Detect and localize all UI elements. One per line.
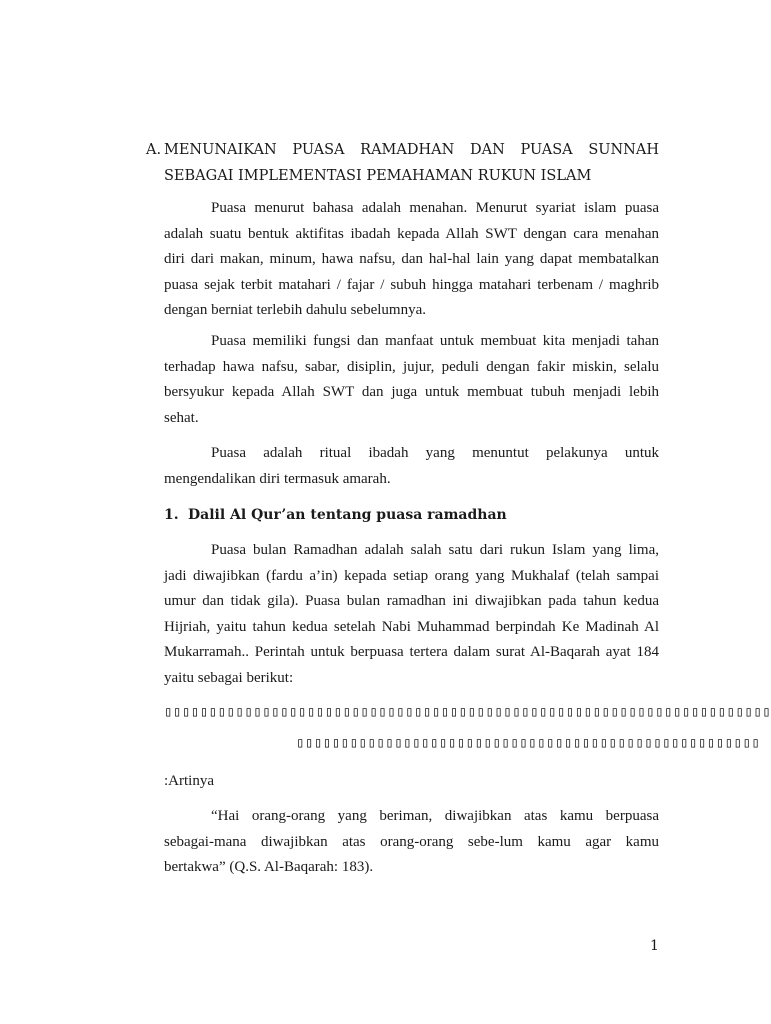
subsection-number: 1. [164,507,179,523]
heading-word: DAN [470,142,505,158]
artinya-label [164,769,659,795]
arabic-word: ▯▯▯▯▯▯▯▯▯▯ [626,735,716,751]
arabic-word: ▯▯▯▯▯▯▯▯▯▯▯ [164,704,263,720]
heading-word: PUASA [520,142,573,158]
text-line: :Artinya [164,773,214,789]
text-line: Puasa memiliki fungsi dan manfaat untuk membuat kita menjadi tahan [211,333,659,349]
text-line: Puasa menurut bahasa adalah menahan. Menurut syariat islam puasa [211,200,659,216]
arabic-word: ▯▯▯▯▯ [296,735,341,751]
subsection-title: Dalil Al Qur’an tentang puasa ramadhan [188,507,507,523]
text-line: mengendalikan diri termasuk amarah. [164,470,391,487]
arabic-word: ▯▯▯▯▯ [715,735,761,751]
paragraph-function [164,329,659,431]
arabic-word: ▯▯▯▯▯▯▯▯▯▯ [447,735,538,751]
text-line: yaitu sebagai berikut: [164,669,294,686]
text-line: “Hai orang-orang yang beriman, diwajibkan atas kamu berpuasa [211,808,659,824]
arabic-word: ▯▯▯▯▯▯▯▯▯▯▯ [574,704,673,720]
text-line: diri dari makan, minum, hawa nafsu, dan hal-hal lain yang dapat membatalkan [164,251,659,267]
text-line: puasa sejak terbit matahari / fajar / subuh hingga matahari terbenam / maghrib [164,276,659,293]
arabic-word: ▯▯▯▯▯▯▯▯▯▯ [537,735,627,751]
text-line: Mukarramah.. Perintah untuk berpuasa tertera dalam surat Al-Baqarah ayat 184 [164,644,659,660]
arabic-word: ▯▯▯▯▯▯ [431,704,486,720]
paragraph-dalil [164,538,659,691]
arabic-word: ▯▯▯▯▯▯▯▯▯ [340,735,422,751]
text-line: bersyukur kepada Allah SWT dan juga untuk membuat tubuh menjadi lebih [164,384,659,400]
text-line: Puasa bulan Ramadhan adalah salah satu dari rukun Islam yang lima, [211,542,659,558]
paragraph-definition [164,196,659,324]
arabic-word: ▯▯▯▯▯▯▯▯▯▯ [485,704,575,720]
text-line: bertakwa” (Q.S. Al-Baqarah: 183). [164,859,374,875]
subsection-heading [164,504,507,526]
arabic-verse-line-1 [164,701,771,723]
heading-word: RAMADHAN [360,142,455,158]
heading-word: SUNNAH [588,142,659,158]
section-marker: A. [146,142,162,158]
arabic-word: ▯▯▯▯▯▯▯▯▯ [262,704,343,720]
heading-word: MENUNAIKAN [164,142,277,158]
section-heading [146,137,659,189]
text-line: Puasa adalah ritual ibadah yang menuntut pelakunya untuk [211,445,659,461]
translation-quote [164,804,659,881]
text-line: sehat. [164,409,199,426]
text-line: Hijriah, yaitu tahun kedua setelah Nabi Muhammad berpindah Ke Madinah Al [164,618,659,635]
text-line: dengan berniat terlebih dahulu sebelumnya. [164,302,426,318]
page-number: 1 [650,938,659,954]
heading-line-2: SEBAGAI IMPLEMENTASI PEMAHAMAN RUKUN ISLAM [164,168,592,184]
text-line: jadi diwajibkan (fardu a’in) kepada setiap orang yang Mukhalaf (telah sampai [164,567,659,584]
heading-line-1 [164,137,659,163]
heading-word: PUASA [292,142,345,158]
text-line: umur dan tidak gila). Puasa bulan ramadhan ini diwajibkan pada tahun kedua [164,593,659,609]
text-line: sebagai-mana diwajibkan atas orang-orang sebe-lum kamu agar kamu [164,833,659,850]
arabic-word: ▯▯▯▯▯ [672,704,718,720]
text-line: terhadap hawa nafsu, sabar, disiplin, jujur, peduli dengan fakir miskin, selalu [164,358,659,375]
paragraph-ritual [164,441,659,492]
arabic-verse-line-2 [296,732,761,754]
text-line: adalah suatu bentuk aktifitas ibadah kepada Allah SWT dengan cara menahan [164,225,659,242]
arabic-word: ▯▯▯▯▯▯▯▯▯▯ [342,704,432,720]
arabic-word: ▯▯▯ [421,735,448,751]
arabic-word: ▯▯▯▯▯▯ [717,704,771,720]
